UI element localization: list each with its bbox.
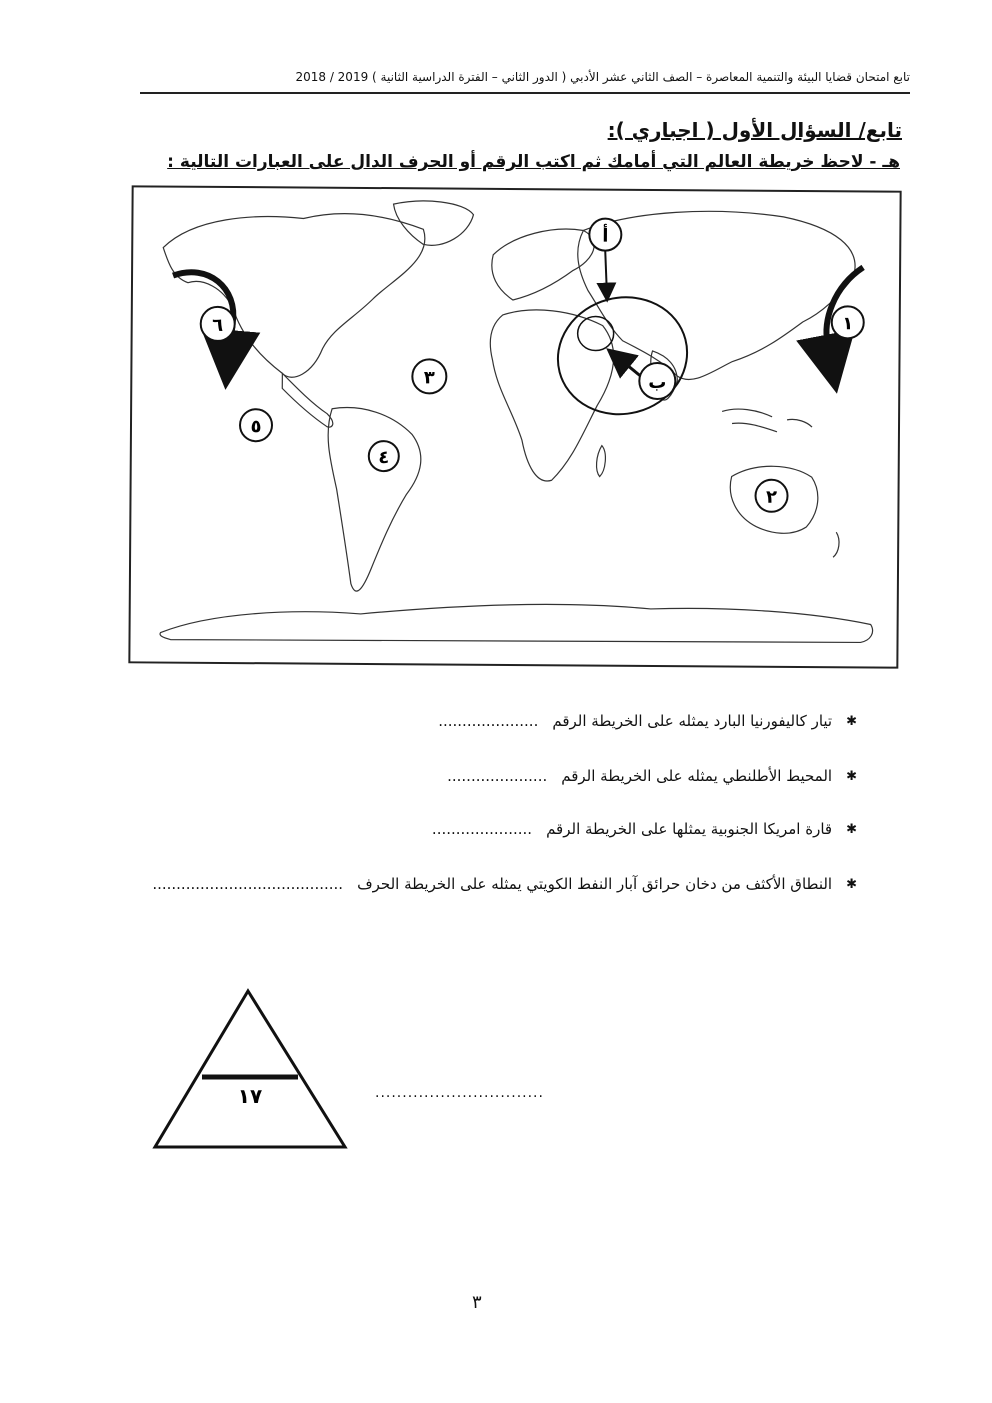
statement-1-text: تيار كاليفورنيا البارد يمثله على الخريطة الرقم <box>552 712 833 730</box>
pyramid-number: ١٧ <box>237 1084 263 1108</box>
svg-text:٦: ٦ <box>212 314 224 336</box>
statement-2 <box>447 767 857 785</box>
marker-4 <box>369 441 399 471</box>
africa-outline <box>489 310 614 482</box>
indonesia-outline <box>722 409 812 432</box>
header-divider <box>140 92 910 94</box>
svg-text:٢: ٢ <box>765 486 778 508</box>
bullet-icon: ✱ <box>846 821 857 837</box>
question-title: تابع/ السؤال الأول ( اجباري ): <box>607 118 902 142</box>
madagascar-outline <box>596 446 605 477</box>
bullet-icon: ✱ <box>846 876 857 892</box>
marker-a <box>589 219 621 251</box>
statement-1 <box>438 712 857 730</box>
world-map <box>128 185 901 668</box>
north-america-outline <box>162 212 425 378</box>
marker-6 <box>201 307 235 341</box>
arrow-a <box>605 251 607 295</box>
marker-3 <box>412 359 446 393</box>
south-america-outline <box>327 407 421 591</box>
question-instruction: هـ - لاحظ خريطة العالم التي أمامك ثم اكتب الرقم أو الحرف الدال على العبارات التالية : <box>167 152 900 172</box>
svg-text:٣: ٣ <box>423 367 435 389</box>
svg-text:١: ١ <box>842 313 854 335</box>
svg-text:٤: ٤ <box>378 447 390 469</box>
bullet-icon: ✱ <box>846 768 857 784</box>
marker-5 <box>240 409 272 441</box>
marker-b <box>639 363 675 399</box>
svg-text:٥: ٥ <box>250 416 262 438</box>
statement-4 <box>152 875 857 893</box>
statement-2-blank[interactable]: ..................... <box>447 767 548 785</box>
central-america-outline <box>282 373 333 427</box>
new-zealand-outline <box>833 532 839 557</box>
statement-3-text: قارة امريكا الجنوبية يمثلها على الخريطة الرقم <box>546 820 833 838</box>
pyramid-answer-blank[interactable]: ............................... <box>375 1085 544 1101</box>
bullet-icon: ✱ <box>846 713 857 729</box>
marker-2 <box>755 480 787 512</box>
statement-4-text: النطاق الأكثف من دخان حرائق آبار النفط الكويتي يمثله على الخريطة الحرف <box>357 875 833 893</box>
page-number: ٣ <box>472 1292 482 1313</box>
statement-4-blank[interactable]: ........................................ <box>152 875 344 893</box>
pyramid-diagram <box>150 985 350 1159</box>
statement-3-blank[interactable]: ..................... <box>431 820 533 838</box>
pyramid-drawing <box>150 985 350 1155</box>
marker-1 <box>832 306 864 338</box>
antarctica-outline <box>160 602 873 645</box>
middle-east-ellipse <box>545 283 700 428</box>
arrow-b <box>615 356 640 376</box>
svg-text:أ: أ <box>602 225 609 247</box>
statement-3 <box>432 820 857 838</box>
statement-1-blank[interactable]: ..................... <box>438 712 539 730</box>
exam-header: تابع امتحان قضايا البيئة والتنمية المعاصرة – الصف الثاني عشر الأدبي ( الدور الثاني – الفترة الدراسية الثانية ) 2019 / 2018 <box>295 70 910 84</box>
statement-2-text: المحيط الأطلنطي يمثله على الخريطة الرقم <box>561 767 833 785</box>
svg-text:ب: ب <box>648 371 667 394</box>
world-map-drawing <box>130 187 899 666</box>
